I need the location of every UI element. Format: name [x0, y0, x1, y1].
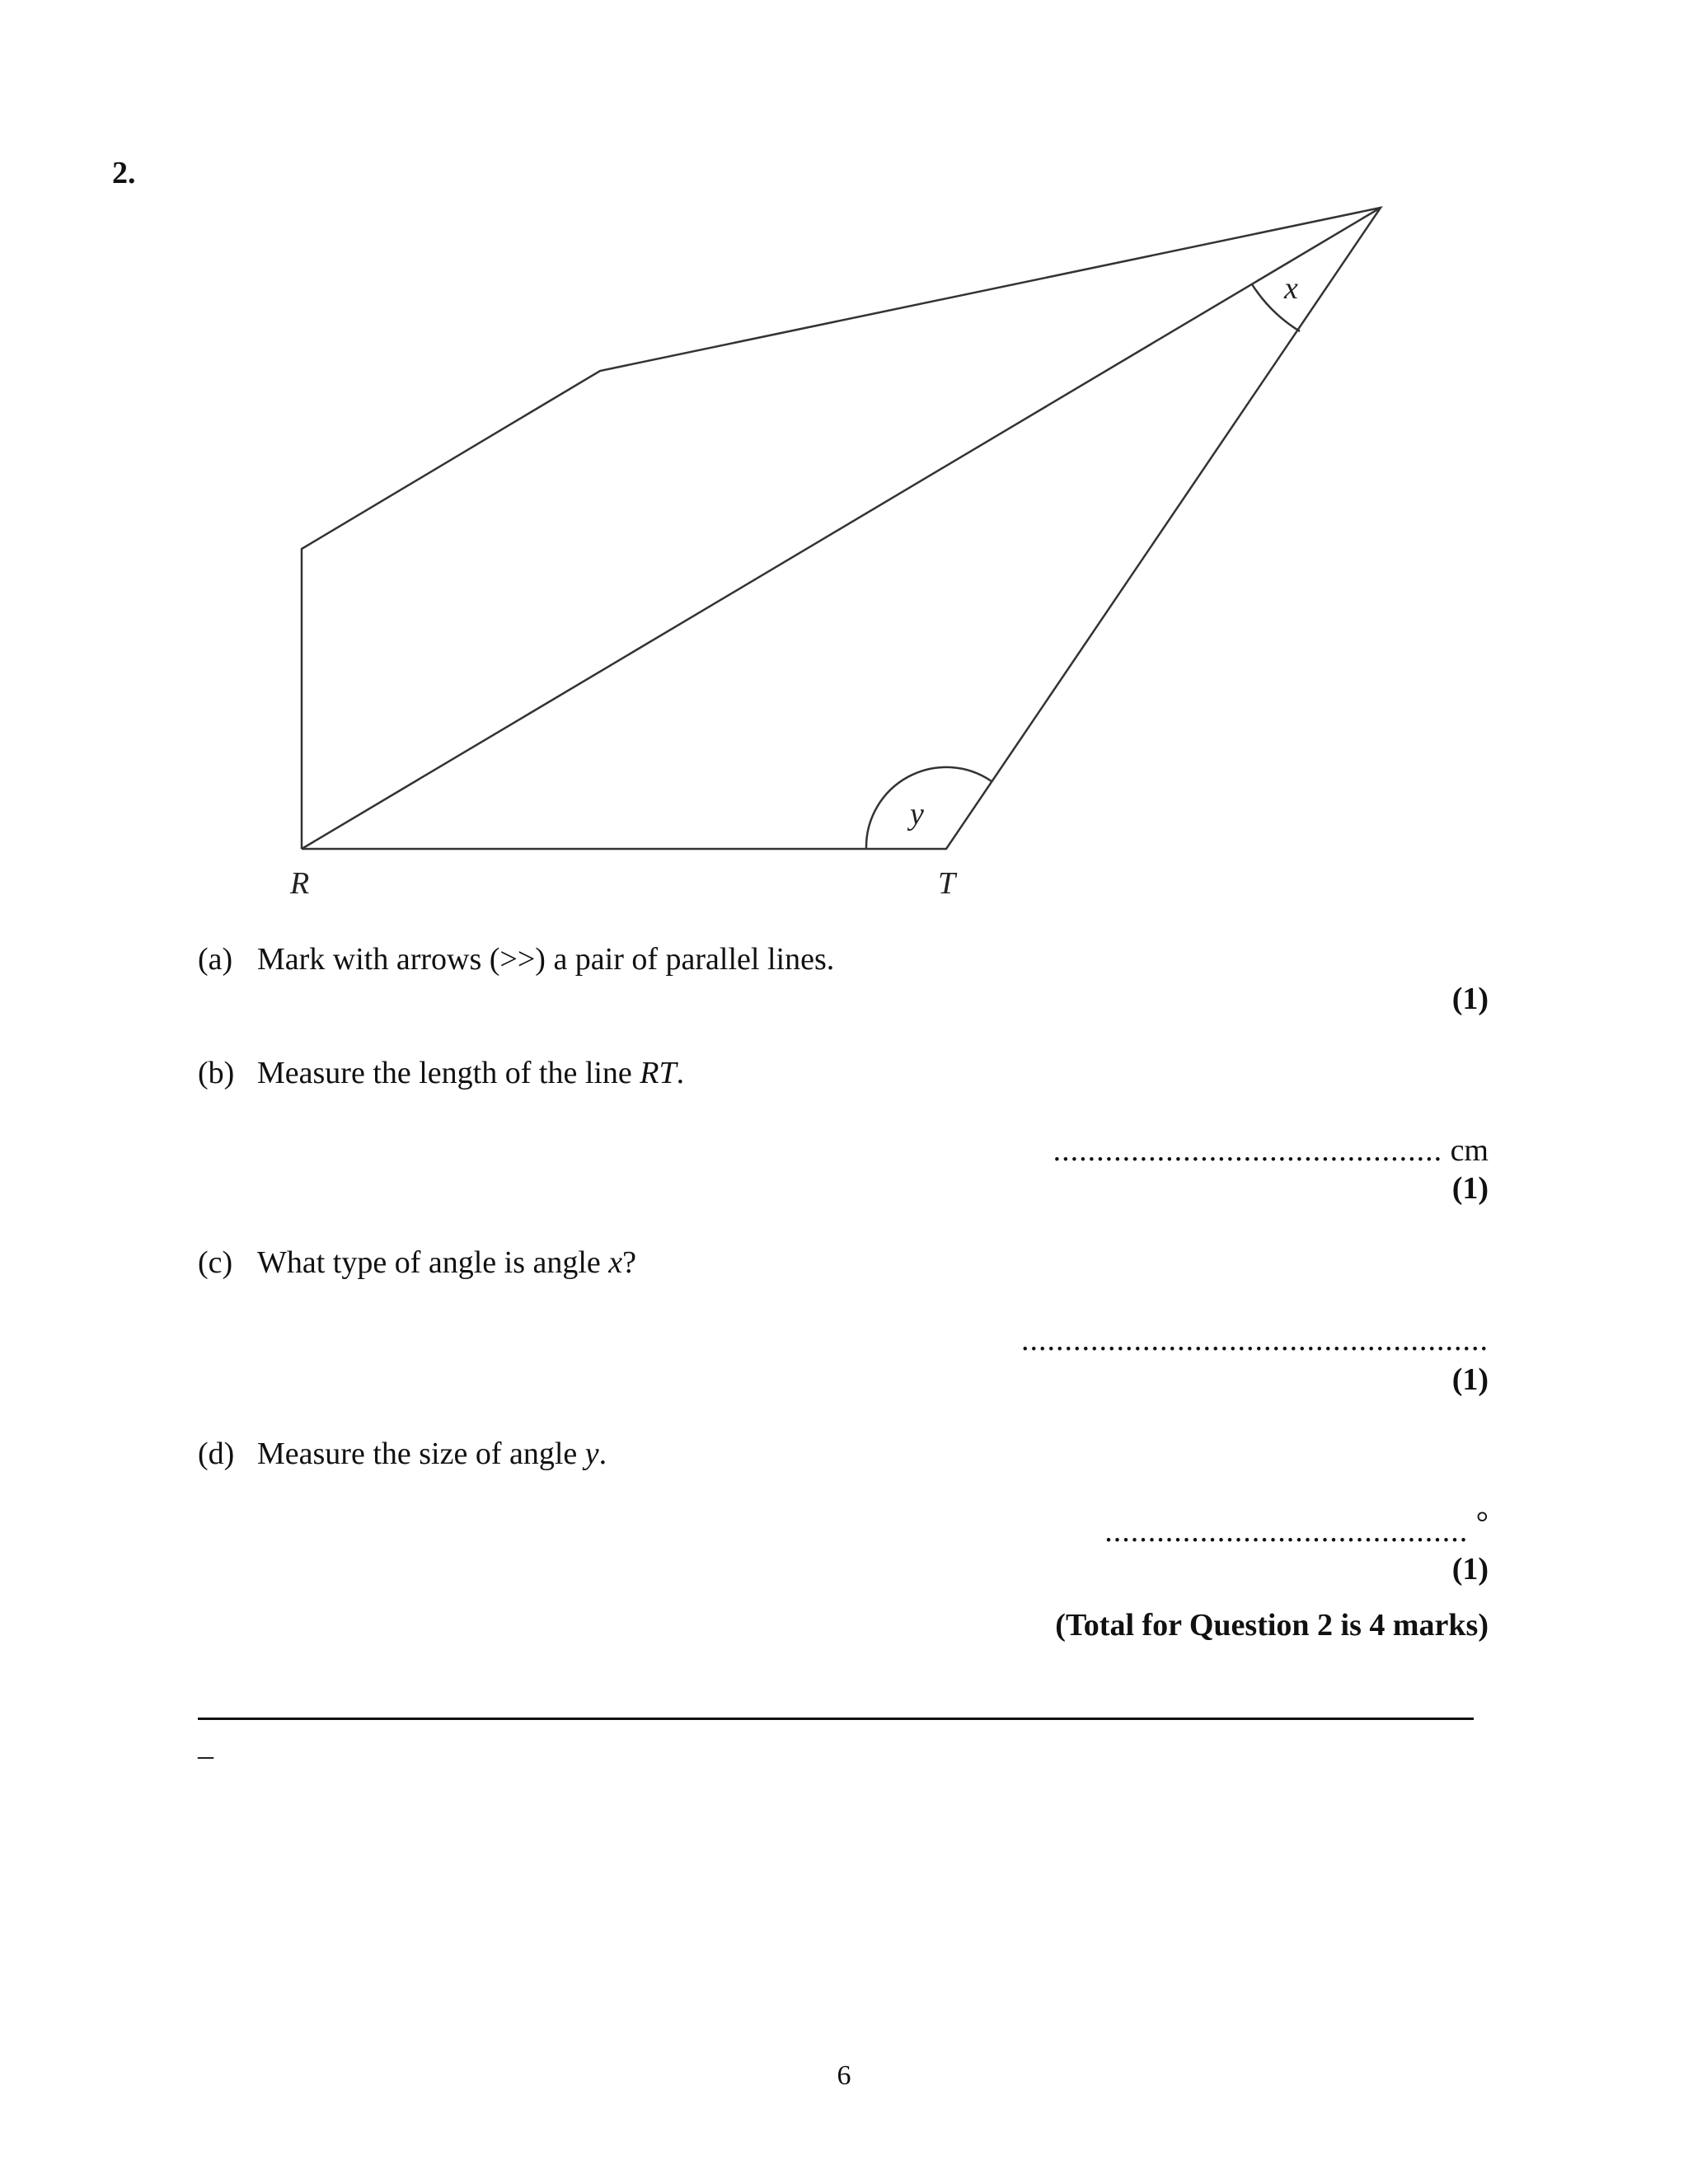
- part-d-label: (d): [198, 1436, 235, 1471]
- part-b-label: (b): [198, 1056, 235, 1090]
- question-number: 2.: [112, 156, 136, 190]
- polygon-figure: [0, 0, 1688, 923]
- part-b-text-italic: RT: [640, 1056, 677, 1090]
- diagonal-line: [302, 208, 1381, 849]
- part-c-question: [198, 1244, 636, 1281]
- part-b-text-end: .: [676, 1056, 685, 1090]
- angle-label-x: x: [1284, 271, 1298, 306]
- part-d-question: [198, 1436, 607, 1472]
- part-c-text-end: ?: [622, 1245, 637, 1280]
- part-c-marks: (1): [1451, 1362, 1489, 1397]
- section-divider: [198, 1718, 1474, 1720]
- part-a-marks: (1): [1451, 982, 1489, 1016]
- part-b-question: [198, 1055, 684, 1091]
- part-d-answer-row: [1104, 1506, 1489, 1549]
- part-b-answer-row: [1053, 1132, 1489, 1169]
- part-a-question: [198, 941, 834, 977]
- vertex-label-t: T: [938, 866, 956, 901]
- part-d-text-italic: y: [584, 1436, 599, 1471]
- part-d-unit: °: [1475, 1506, 1489, 1540]
- part-b-text: Measure the length of the line: [257, 1056, 640, 1090]
- part-d-answer-line[interactable]: ..........................................: [1104, 1514, 1469, 1549]
- part-a-label: (a): [198, 942, 233, 977]
- part-c-text: What type of angle is angle: [257, 1245, 609, 1280]
- part-d-text: Measure the size of angle: [257, 1436, 585, 1471]
- angle-label-y: y: [910, 797, 924, 832]
- stray-dash: –: [198, 1738, 213, 1773]
- question-total: (Total for Question 2 is 4 marks): [1055, 1608, 1489, 1643]
- part-d-text-end: .: [598, 1436, 607, 1471]
- part-c-answer-line[interactable]: ......................................................: [1021, 1323, 1489, 1357]
- part-c-answer-row: [1021, 1322, 1489, 1358]
- part-b-answer-line[interactable]: .............................................: [1053, 1133, 1443, 1168]
- part-b-marks: (1): [1451, 1171, 1489, 1206]
- part-a-text: Mark with arrows (>>) a pair of parallel lines.: [257, 942, 835, 977]
- part-c-label: (c): [198, 1245, 233, 1280]
- part-d-marks: (1): [1451, 1552, 1489, 1586]
- part-c-text-italic: x: [608, 1245, 623, 1280]
- page-number: 6: [837, 2060, 851, 2091]
- part-b-unit: cm: [1450, 1133, 1489, 1168]
- vertex-label-r: R: [290, 866, 310, 901]
